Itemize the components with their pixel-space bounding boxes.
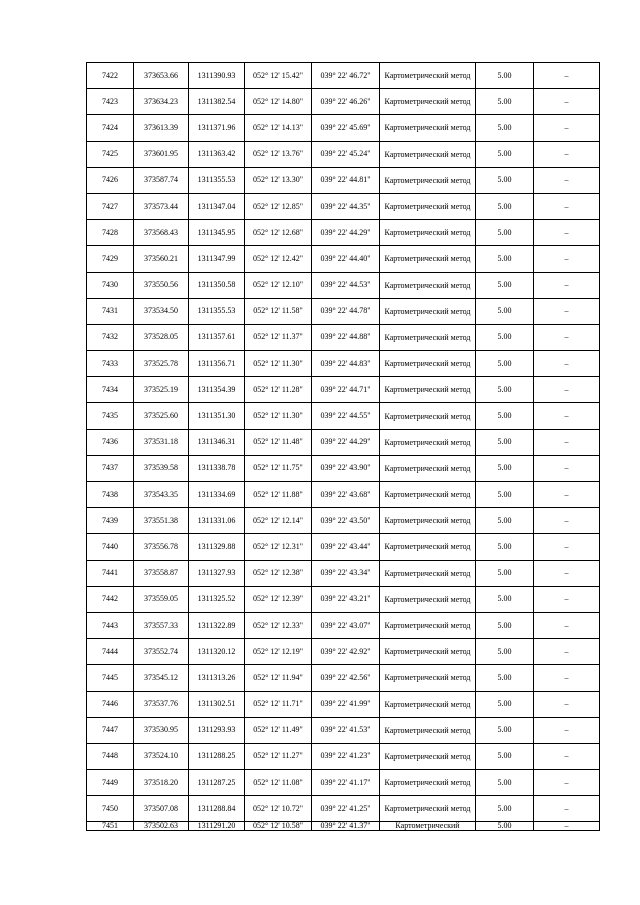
latitude-cell: 052° 12' 12.10" bbox=[245, 272, 312, 298]
method-cell: Картометрический метод bbox=[380, 429, 476, 455]
x-coordinate-cell: 373552.74 bbox=[134, 639, 189, 665]
latitude-cell: 052° 12' 11.28" bbox=[245, 377, 312, 403]
x-coordinate-cell: 373573.44 bbox=[134, 193, 189, 219]
table-row bbox=[87, 63, 600, 89]
longitude-cell: 039° 22' 41.53" bbox=[312, 717, 380, 743]
point-number-cell: 7427 bbox=[87, 193, 134, 219]
x-coordinate-cell: 373653.66 bbox=[134, 63, 189, 89]
accuracy-cell: 5.00 bbox=[476, 324, 534, 350]
point-number-cell: 7443 bbox=[87, 612, 134, 638]
x-coordinate-cell: 373601.95 bbox=[134, 141, 189, 167]
y-coordinate-cell: 1311351.30 bbox=[189, 403, 245, 429]
x-coordinate-cell: 373507.08 bbox=[134, 796, 189, 822]
note-cell: – bbox=[534, 691, 600, 717]
latitude-cell: 052° 12' 11.37" bbox=[245, 324, 312, 350]
x-coordinate-cell: 373518.20 bbox=[134, 770, 189, 796]
y-coordinate-cell: 1311288.25 bbox=[189, 743, 245, 769]
y-coordinate-cell: 1311347.04 bbox=[189, 193, 245, 219]
x-coordinate-cell: 373524.10 bbox=[134, 743, 189, 769]
y-coordinate-cell: 1311293.93 bbox=[189, 717, 245, 743]
point-number-cell: 7426 bbox=[87, 167, 134, 193]
point-number-cell: 7437 bbox=[87, 455, 134, 481]
note-cell: – bbox=[534, 351, 600, 377]
note-cell: – bbox=[534, 429, 600, 455]
longitude-cell: 039° 22' 44.40" bbox=[312, 246, 380, 272]
note-cell: – bbox=[534, 220, 600, 246]
x-coordinate-cell: 373539.58 bbox=[134, 455, 189, 481]
y-coordinate-cell: 1311350.58 bbox=[189, 272, 245, 298]
note-cell: – bbox=[534, 377, 600, 403]
point-number-cell: 7447 bbox=[87, 717, 134, 743]
x-coordinate-cell: 373550.56 bbox=[134, 272, 189, 298]
latitude-cell: 052° 12' 12.31" bbox=[245, 534, 312, 560]
x-coordinate-cell: 373634.23 bbox=[134, 89, 189, 115]
y-coordinate-cell: 1311325.52 bbox=[189, 586, 245, 612]
table-row bbox=[87, 743, 600, 769]
accuracy-cell: 5.00 bbox=[476, 560, 534, 586]
method-cell: Картометрический метод bbox=[380, 63, 476, 89]
y-coordinate-cell: 1311291.20 bbox=[189, 822, 245, 831]
point-number-cell: 7422 bbox=[87, 63, 134, 89]
note-cell: – bbox=[534, 482, 600, 508]
table-row bbox=[87, 639, 600, 665]
latitude-cell: 052° 12' 10.72" bbox=[245, 796, 312, 822]
table-row bbox=[87, 377, 600, 403]
longitude-cell: 039° 22' 43.50" bbox=[312, 508, 380, 534]
method-cell: Картометрический метод bbox=[380, 193, 476, 219]
accuracy-cell: 5.00 bbox=[476, 743, 534, 769]
longitude-cell: 039° 22' 41.17" bbox=[312, 770, 380, 796]
latitude-cell: 052° 12' 14.80" bbox=[245, 89, 312, 115]
longitude-cell: 039° 22' 45.24" bbox=[312, 141, 380, 167]
note-cell: – bbox=[534, 89, 600, 115]
longitude-cell: 039° 22' 44.71" bbox=[312, 377, 380, 403]
longitude-cell: 039° 22' 46.72" bbox=[312, 63, 380, 89]
y-coordinate-cell: 1311320.12 bbox=[189, 639, 245, 665]
accuracy-cell: 5.00 bbox=[476, 89, 534, 115]
accuracy-cell: 5.00 bbox=[476, 822, 534, 831]
accuracy-cell: 5.00 bbox=[476, 482, 534, 508]
latitude-cell: 052° 12' 11.58" bbox=[245, 298, 312, 324]
method-cell: Картометрический метод bbox=[380, 403, 476, 429]
longitude-cell: 039° 22' 43.21" bbox=[312, 586, 380, 612]
longitude-cell: 039° 22' 44.81" bbox=[312, 167, 380, 193]
method-cell: Картометрический bbox=[380, 822, 476, 831]
accuracy-cell: 5.00 bbox=[476, 612, 534, 638]
point-number-cell: 7438 bbox=[87, 482, 134, 508]
table-row bbox=[87, 141, 600, 167]
table-row bbox=[87, 429, 600, 455]
note-cell: – bbox=[534, 796, 600, 822]
longitude-cell: 039° 22' 41.25" bbox=[312, 796, 380, 822]
note-cell: – bbox=[534, 665, 600, 691]
x-coordinate-cell: 373537.76 bbox=[134, 691, 189, 717]
latitude-cell: 052° 12' 11.30" bbox=[245, 403, 312, 429]
latitude-cell: 052° 12' 11.27" bbox=[245, 743, 312, 769]
note-cell: – bbox=[534, 612, 600, 638]
point-number-cell: 7448 bbox=[87, 743, 134, 769]
latitude-cell: 052° 12' 13.30" bbox=[245, 167, 312, 193]
method-cell: Картометрический метод bbox=[380, 665, 476, 691]
latitude-cell: 052° 12' 12.33" bbox=[245, 612, 312, 638]
y-coordinate-cell: 1311288.84 bbox=[189, 796, 245, 822]
y-coordinate-cell: 1311355.53 bbox=[189, 167, 245, 193]
coordinates-table bbox=[86, 62, 600, 831]
y-coordinate-cell: 1311313.26 bbox=[189, 665, 245, 691]
point-number-cell: 7451 bbox=[87, 822, 134, 831]
longitude-cell: 039° 22' 46.26" bbox=[312, 89, 380, 115]
longitude-cell: 039° 22' 44.83" bbox=[312, 351, 380, 377]
table-row bbox=[87, 586, 600, 612]
y-coordinate-cell: 1311331.06 bbox=[189, 508, 245, 534]
longitude-cell: 039° 22' 41.37" bbox=[312, 822, 380, 831]
note-cell: – bbox=[534, 717, 600, 743]
y-coordinate-cell: 1311390.93 bbox=[189, 63, 245, 89]
point-number-cell: 7436 bbox=[87, 429, 134, 455]
accuracy-cell: 5.00 bbox=[476, 403, 534, 429]
method-cell: Картометрический метод bbox=[380, 508, 476, 534]
accuracy-cell: 5.00 bbox=[476, 220, 534, 246]
longitude-cell: 039° 22' 42.92" bbox=[312, 639, 380, 665]
table-row bbox=[87, 193, 600, 219]
table-row bbox=[87, 508, 600, 534]
latitude-cell: 052° 12' 15.42" bbox=[245, 63, 312, 89]
table-row bbox=[87, 89, 600, 115]
accuracy-cell: 5.00 bbox=[476, 796, 534, 822]
x-coordinate-cell: 373568.43 bbox=[134, 220, 189, 246]
point-number-cell: 7450 bbox=[87, 796, 134, 822]
point-number-cell: 7424 bbox=[87, 115, 134, 141]
table-row bbox=[87, 298, 600, 324]
table-row bbox=[87, 220, 600, 246]
latitude-cell: 052° 12' 12.68" bbox=[245, 220, 312, 246]
accuracy-cell: 5.00 bbox=[476, 691, 534, 717]
point-number-cell: 7433 bbox=[87, 351, 134, 377]
y-coordinate-cell: 1311338.78 bbox=[189, 455, 245, 481]
longitude-cell: 039° 22' 44.35" bbox=[312, 193, 380, 219]
latitude-cell: 052° 12' 11.08" bbox=[245, 770, 312, 796]
longitude-cell: 039° 22' 43.07" bbox=[312, 612, 380, 638]
point-number-cell: 7446 bbox=[87, 691, 134, 717]
point-number-cell: 7425 bbox=[87, 141, 134, 167]
table-row bbox=[87, 455, 600, 481]
point-number-cell: 7430 bbox=[87, 272, 134, 298]
latitude-cell: 052° 12' 10.58" bbox=[245, 822, 312, 831]
point-number-cell: 7431 bbox=[87, 298, 134, 324]
x-coordinate-cell: 373543.35 bbox=[134, 482, 189, 508]
note-cell: – bbox=[534, 403, 600, 429]
method-cell: Картометрический метод bbox=[380, 220, 476, 246]
x-coordinate-cell: 373559.05 bbox=[134, 586, 189, 612]
y-coordinate-cell: 1311355.53 bbox=[189, 298, 245, 324]
point-number-cell: 7445 bbox=[87, 665, 134, 691]
longitude-cell: 039° 22' 43.44" bbox=[312, 534, 380, 560]
latitude-cell: 052° 12' 12.42" bbox=[245, 246, 312, 272]
note-cell: – bbox=[534, 246, 600, 272]
accuracy-cell: 5.00 bbox=[476, 639, 534, 665]
x-coordinate-cell: 373557.33 bbox=[134, 612, 189, 638]
latitude-cell: 052° 12' 11.48" bbox=[245, 429, 312, 455]
method-cell: Картометрический метод bbox=[380, 89, 476, 115]
x-coordinate-cell: 373502.63 bbox=[134, 822, 189, 831]
latitude-cell: 052° 12' 12.38" bbox=[245, 560, 312, 586]
method-cell: Картометрический метод bbox=[380, 377, 476, 403]
y-coordinate-cell: 1311287.25 bbox=[189, 770, 245, 796]
accuracy-cell: 5.00 bbox=[476, 246, 534, 272]
method-cell: Картометрический метод bbox=[380, 534, 476, 560]
x-coordinate-cell: 373528.05 bbox=[134, 324, 189, 350]
y-coordinate-cell: 1311357.61 bbox=[189, 324, 245, 350]
y-coordinate-cell: 1311329.88 bbox=[189, 534, 245, 560]
latitude-cell: 052° 12' 12.19" bbox=[245, 639, 312, 665]
x-coordinate-cell: 373558.87 bbox=[134, 560, 189, 586]
method-cell: Картометрический метод bbox=[380, 115, 476, 141]
note-cell: – bbox=[534, 193, 600, 219]
method-cell: Картометрический метод bbox=[380, 796, 476, 822]
accuracy-cell: 5.00 bbox=[476, 455, 534, 481]
x-coordinate-cell: 373587.74 bbox=[134, 167, 189, 193]
accuracy-cell: 5.00 bbox=[476, 351, 534, 377]
table-row bbox=[87, 560, 600, 586]
x-coordinate-cell: 373525.60 bbox=[134, 403, 189, 429]
accuracy-cell: 5.00 bbox=[476, 298, 534, 324]
y-coordinate-cell: 1311356.71 bbox=[189, 351, 245, 377]
note-cell: – bbox=[534, 639, 600, 665]
latitude-cell: 052° 12' 13.76" bbox=[245, 141, 312, 167]
table-row bbox=[87, 770, 600, 796]
longitude-cell: 039° 22' 44.29" bbox=[312, 220, 380, 246]
x-coordinate-cell: 373525.19 bbox=[134, 377, 189, 403]
point-number-cell: 7440 bbox=[87, 534, 134, 560]
accuracy-cell: 5.00 bbox=[476, 377, 534, 403]
longitude-cell: 039° 22' 44.29" bbox=[312, 429, 380, 455]
x-coordinate-cell: 373613.39 bbox=[134, 115, 189, 141]
table-row bbox=[87, 691, 600, 717]
x-coordinate-cell: 373530.95 bbox=[134, 717, 189, 743]
x-coordinate-cell: 373534.50 bbox=[134, 298, 189, 324]
longitude-cell: 039° 22' 42.56" bbox=[312, 665, 380, 691]
longitude-cell: 039° 22' 44.88" bbox=[312, 324, 380, 350]
y-coordinate-cell: 1311363.42 bbox=[189, 141, 245, 167]
note-cell: – bbox=[534, 822, 600, 831]
method-cell: Картометрический метод bbox=[380, 743, 476, 769]
y-coordinate-cell: 1311371.96 bbox=[189, 115, 245, 141]
accuracy-cell: 5.00 bbox=[476, 717, 534, 743]
latitude-cell: 052° 12' 11.71" bbox=[245, 691, 312, 717]
table-row bbox=[87, 534, 600, 560]
point-number-cell: 7432 bbox=[87, 324, 134, 350]
note-cell: – bbox=[534, 455, 600, 481]
accuracy-cell: 5.00 bbox=[476, 508, 534, 534]
method-cell: Картометрический метод bbox=[380, 770, 476, 796]
method-cell: Картометрический метод bbox=[380, 246, 476, 272]
method-cell: Картометрический метод bbox=[380, 612, 476, 638]
point-number-cell: 7439 bbox=[87, 508, 134, 534]
latitude-cell: 052° 12' 11.49" bbox=[245, 717, 312, 743]
accuracy-cell: 5.00 bbox=[476, 141, 534, 167]
accuracy-cell: 5.00 bbox=[476, 429, 534, 455]
note-cell: – bbox=[534, 167, 600, 193]
latitude-cell: 052° 12' 12.14" bbox=[245, 508, 312, 534]
table-row bbox=[87, 167, 600, 193]
method-cell: Картометрический метод bbox=[380, 691, 476, 717]
table-row bbox=[87, 324, 600, 350]
x-coordinate-cell: 373556.78 bbox=[134, 534, 189, 560]
method-cell: Картометрический метод bbox=[380, 560, 476, 586]
longitude-cell: 039° 22' 44.55" bbox=[312, 403, 380, 429]
accuracy-cell: 5.00 bbox=[476, 665, 534, 691]
point-number-cell: 7434 bbox=[87, 377, 134, 403]
note-cell: – bbox=[534, 743, 600, 769]
note-cell: – bbox=[534, 298, 600, 324]
y-coordinate-cell: 1311302.51 bbox=[189, 691, 245, 717]
method-cell: Картометрический метод bbox=[380, 298, 476, 324]
accuracy-cell: 5.00 bbox=[476, 586, 534, 612]
table-row bbox=[87, 272, 600, 298]
method-cell: Картометрический метод bbox=[380, 482, 476, 508]
y-coordinate-cell: 1311327.93 bbox=[189, 560, 245, 586]
y-coordinate-cell: 1311334.69 bbox=[189, 482, 245, 508]
point-number-cell: 7435 bbox=[87, 403, 134, 429]
y-coordinate-cell: 1311347.99 bbox=[189, 246, 245, 272]
latitude-cell: 052° 12' 12.85" bbox=[245, 193, 312, 219]
table-row bbox=[87, 246, 600, 272]
y-coordinate-cell: 1311345.95 bbox=[189, 220, 245, 246]
method-cell: Картометрический метод bbox=[380, 351, 476, 377]
latitude-cell: 052° 12' 14.13" bbox=[245, 115, 312, 141]
coordinates-table-body bbox=[87, 63, 600, 831]
table-row bbox=[87, 796, 600, 822]
longitude-cell: 039° 22' 43.68" bbox=[312, 482, 380, 508]
longitude-cell: 039° 22' 43.34" bbox=[312, 560, 380, 586]
point-number-cell: 7449 bbox=[87, 770, 134, 796]
latitude-cell: 052° 12' 12.39" bbox=[245, 586, 312, 612]
longitude-cell: 039° 22' 43.90" bbox=[312, 455, 380, 481]
note-cell: – bbox=[534, 141, 600, 167]
y-coordinate-cell: 1311346.31 bbox=[189, 429, 245, 455]
method-cell: Картометрический метод bbox=[380, 586, 476, 612]
y-coordinate-cell: 1311354.39 bbox=[189, 377, 245, 403]
accuracy-cell: 5.00 bbox=[476, 770, 534, 796]
table-row bbox=[87, 351, 600, 377]
note-cell: – bbox=[534, 63, 600, 89]
accuracy-cell: 5.00 bbox=[476, 272, 534, 298]
table-row bbox=[87, 612, 600, 638]
point-number-cell: 7444 bbox=[87, 639, 134, 665]
latitude-cell: 052° 12' 11.30" bbox=[245, 351, 312, 377]
note-cell: – bbox=[534, 586, 600, 612]
accuracy-cell: 5.00 bbox=[476, 193, 534, 219]
latitude-cell: 052° 12' 11.75" bbox=[245, 455, 312, 481]
point-number-cell: 7442 bbox=[87, 586, 134, 612]
method-cell: Картометрический метод bbox=[380, 272, 476, 298]
method-cell: Картометрический метод bbox=[380, 455, 476, 481]
latitude-cell: 052° 12' 11.94" bbox=[245, 665, 312, 691]
note-cell: – bbox=[534, 115, 600, 141]
method-cell: Картометрический метод bbox=[380, 324, 476, 350]
table-row bbox=[87, 403, 600, 429]
point-number-cell: 7423 bbox=[87, 89, 134, 115]
x-coordinate-cell: 373525.78 bbox=[134, 351, 189, 377]
accuracy-cell: 5.00 bbox=[476, 63, 534, 89]
note-cell: – bbox=[534, 534, 600, 560]
point-number-cell: 7428 bbox=[87, 220, 134, 246]
method-cell: Картометрический метод bbox=[380, 141, 476, 167]
note-cell: – bbox=[534, 508, 600, 534]
longitude-cell: 039° 22' 41.23" bbox=[312, 743, 380, 769]
table-row bbox=[87, 115, 600, 141]
x-coordinate-cell: 373551.38 bbox=[134, 508, 189, 534]
accuracy-cell: 5.00 bbox=[476, 115, 534, 141]
y-coordinate-cell: 1311322.89 bbox=[189, 612, 245, 638]
table-row bbox=[87, 717, 600, 743]
x-coordinate-cell: 373545.12 bbox=[134, 665, 189, 691]
latitude-cell: 052° 12' 11.88" bbox=[245, 482, 312, 508]
longitude-cell: 039° 22' 45.69" bbox=[312, 115, 380, 141]
x-coordinate-cell: 373531.18 bbox=[134, 429, 189, 455]
point-number-cell: 7429 bbox=[87, 246, 134, 272]
y-coordinate-cell: 1311382.54 bbox=[189, 89, 245, 115]
method-cell: Картометрический метод bbox=[380, 717, 476, 743]
note-cell: – bbox=[534, 770, 600, 796]
x-coordinate-cell: 373560.21 bbox=[134, 246, 189, 272]
table-row bbox=[87, 665, 600, 691]
method-cell: Картометрический метод bbox=[380, 167, 476, 193]
accuracy-cell: 5.00 bbox=[476, 534, 534, 560]
longitude-cell: 039° 22' 44.78" bbox=[312, 298, 380, 324]
longitude-cell: 039° 22' 41.99" bbox=[312, 691, 380, 717]
note-cell: – bbox=[534, 560, 600, 586]
point-number-cell: 7441 bbox=[87, 560, 134, 586]
table-row bbox=[87, 482, 600, 508]
longitude-cell: 039° 22' 44.53" bbox=[312, 272, 380, 298]
accuracy-cell: 5.00 bbox=[476, 167, 534, 193]
method-cell: Картометрический метод bbox=[380, 639, 476, 665]
note-cell: – bbox=[534, 324, 600, 350]
note-cell: – bbox=[534, 272, 600, 298]
table-row bbox=[87, 822, 600, 831]
